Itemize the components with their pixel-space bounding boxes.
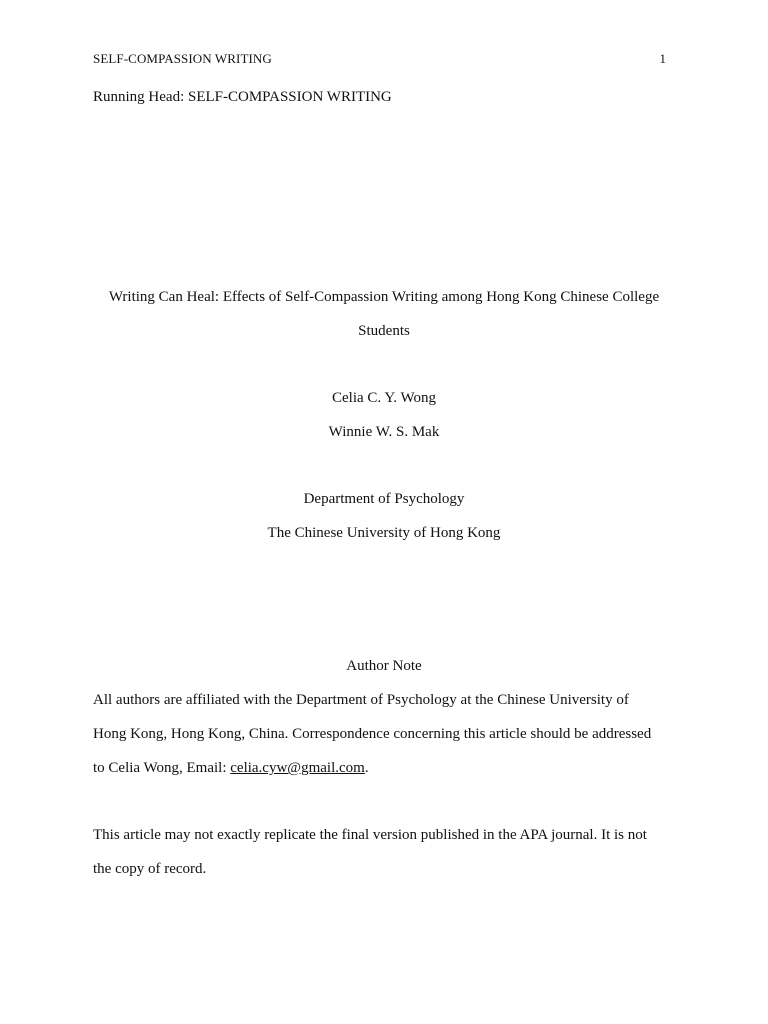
author-note-heading: Author Note [346, 658, 422, 674]
email-link[interactable]: celia.cyw@gmail.com [230, 760, 365, 776]
affiliation-university: The Chinese University of Hong Kong [267, 525, 501, 541]
author-note-line-1: All authors are affiliated with the Department of Psychology at the Chinese University of [93, 692, 629, 708]
disclaimer-line-1: This article may not exactly replicate the final version published in the APA journal. It is not [93, 827, 647, 843]
author-1: Celia C. Y. Wong [332, 390, 436, 406]
author-note-line-3 [93, 758, 675, 778]
author-note-line-2: Hong Kong, Hong Kong, China. Correspondence concerning this article should be addressed [93, 726, 652, 742]
author-note-line-3-suffix: . [364, 760, 369, 776]
header-short-title: SELF-COMPASSION WRITING [93, 51, 272, 66]
author-note-line-3-prefix: to Celia Wong, Email: [93, 760, 231, 776]
affiliation-department: Department of Psychology [303, 491, 465, 507]
author-2: Winnie W. S. Mak [328, 424, 440, 440]
title-line-1: Writing Can Heal: Effects of Self-Compassion Writing among Hong Kong Chinese College [108, 289, 660, 305]
running-head: Running Head: SELF-COMPASSION WRITING [93, 89, 392, 105]
disclaimer-line-2: the copy of record. [93, 861, 207, 877]
page-number: 1 [659, 51, 666, 66]
title-line-2: Students [358, 323, 410, 339]
